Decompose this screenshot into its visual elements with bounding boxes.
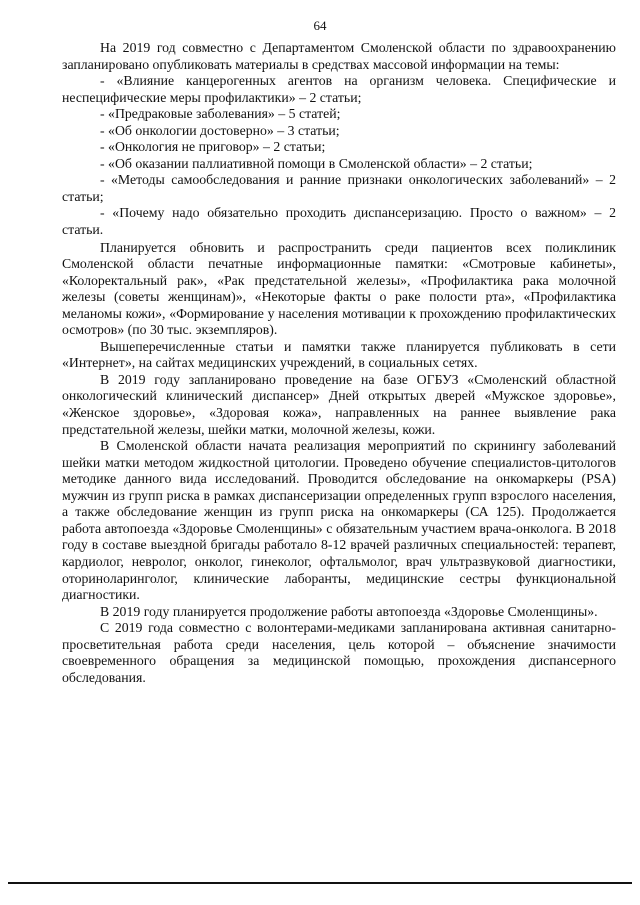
page-number: 64 bbox=[313, 18, 327, 33]
list-item: - «Методы самообследования и ранние признаки онкологических заболеваний» – 2 статьи; bbox=[62, 172, 616, 204]
list-item: - «Онкология не приговор» – 2 статьи; bbox=[100, 139, 326, 155]
internet-paragraph: Вышеперечисленные статьи и памятки также планируется публиковать в сети «Интернет», на сайтах медицинских учреждений, в социальных сетях. bbox=[62, 338, 616, 371]
volunteers-paragraph: С 2019 года совместно с волонтерами-медиками запланирована активная санитарно-просветительная работа среди населения, цель которой – объяснение значимости своевременного обращения за медицинской помощью, прохождения диспансерного обследования. bbox=[62, 620, 616, 685]
footer-divider bbox=[8, 882, 632, 884]
open-days-paragraph: В 2019 году запланировано проведение на базе ОГБУЗ «Смоленский областной онкологический клинический диспансер» Дней открытых дверей «Мужское здоровье», «Женское здоровье», «Здоровая кожа», направленных на раннее выявление рака предстательной железы, шейки матки, молочной железы, кожи. bbox=[62, 371, 616, 437]
list-item: - «Об оказании паллиативной помощи в Смоленской области» – 2 статьи; bbox=[100, 155, 533, 171]
media-topics-list bbox=[62, 73, 616, 238]
list-item: - «Об онкологии достоверно» – 3 статьи; bbox=[100, 122, 340, 138]
intro-paragraph: На 2019 год совместно с Департаментом Смоленской области по здравоохранению запланировано опубликовать материалы в средствах массовой информации на темы: bbox=[62, 40, 616, 72]
list-item: - «Почему надо обязательно проходить диспансеризацию. Просто о важном» – 2 статьи. bbox=[62, 205, 616, 238]
autotrain-paragraph: В 2019 году планируется продолжение работы автопоезда «Здоровье Смоленщины». bbox=[100, 603, 598, 619]
screening-paragraph: В Смоленской области начата реализация мероприятий по скринингу заболеваний шейки матки методом жидкостной цитологии. Проведено обучение специалистов-цитологов методике данного вида исследований. Проводится обследование на онкомаркеры (PSA) мужчин из групп риска в рамках диспансеризации определенных групп взрослого населения, а также обследование женщин из групп риска на онкомаркеры (СА 125). Продолжается работа автопоезда «Здоровье Смоленщины» с обязательным участием врача-онколога. В 2018 году в составе выездной бригады работало 8-12 врачей различных специальностей: терапевт, кардиолог, невролог, онколог, гинеколог, офтальмолог, врач ультразвуковой диагностики, оториноларинголог, клинические лаборанты, медицинские сестры функциональной диагностики. bbox=[62, 438, 616, 603]
list-item: - «Предраковые заболевания» – 5 статей; bbox=[100, 106, 341, 122]
memo-paragraph: Планируется обновить и распространить среди пациентов всех поликлиник Смоленской области печатные информационные памятки: «Смотровые кабинеты», «Колоректальный рак», «Рак предстательной железы», «Профилактика рака молочной железы (советы женщинам)», «Некоторые факты о раке полости рта», «Профилактика меланомы кожи», «Формирование у населения мотивации к прохождению профилактических осмотров» (по 30 тыс. экземпляров). bbox=[62, 239, 616, 338]
document-body bbox=[62, 40, 616, 686]
list-item: - «Влияние канцерогенных агентов на организм человека. Специфические и неспецифические меры профилактики» – 2 статьи; bbox=[62, 73, 616, 105]
